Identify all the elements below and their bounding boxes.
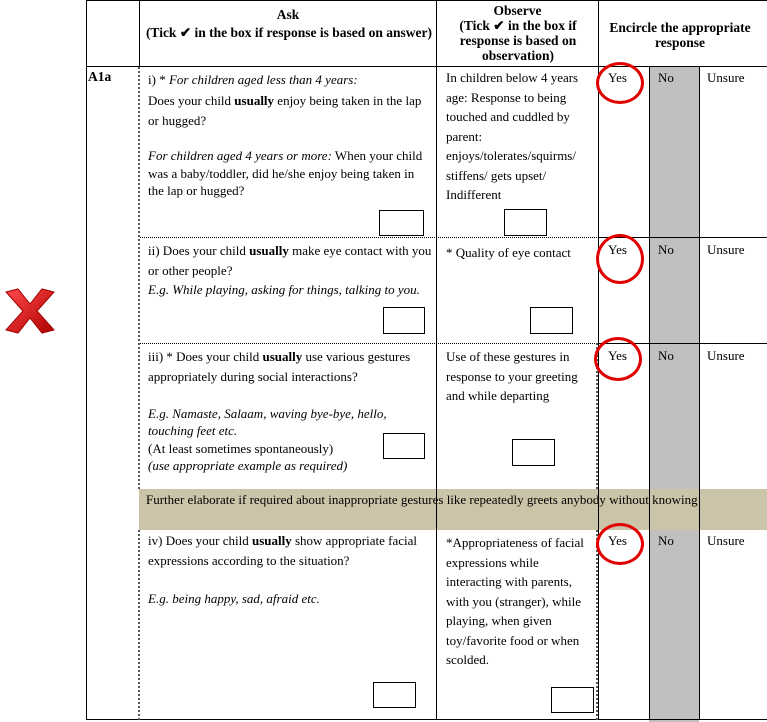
observe-iii-text: Use of these gestures in response to your greeting and while departing	[446, 349, 578, 403]
ask-tick-box-iii[interactable]	[383, 433, 425, 459]
response-unsure-i[interactable]: Unsure	[707, 70, 745, 85]
circle-yes-iii	[594, 337, 642, 381]
question-iii-text: iii) * Does your child usually use various gestures appropriately during social interactions?	[148, 349, 411, 384]
response-no-ii[interactable]: No	[658, 242, 674, 257]
observe-tick-box-ii[interactable]	[530, 307, 573, 334]
response-yes-ii[interactable]: Yes	[608, 242, 627, 257]
question-i-age-ge4: For children aged 4 years or more: When your child was a baby/toddler, did he/she enjoy being taken in the lap or hugged?	[148, 148, 423, 198]
red-x-icon	[2, 286, 58, 336]
circle-yes-i	[596, 62, 644, 104]
question-iii-spontaneous: (At least sometimes spontaneously)	[148, 441, 334, 456]
response-yes-i[interactable]: Yes	[608, 70, 627, 85]
elaboration-note: Further elaborate if required about inappropriate gestures like repeatedly greets anybody without knowing	[139, 489, 767, 530]
observe-header-title: Observe	[493, 3, 542, 18]
ask-header-instructions: (Tick ✔ in the box if response is based on answer)	[145, 25, 433, 40]
response-no-i[interactable]: No	[658, 70, 674, 85]
circle-yes-ii	[596, 234, 644, 284]
item-code: A1a	[88, 69, 112, 84]
question-ii-text: ii) Does your child usually make eye contact with you or other people?	[148, 243, 432, 278]
col-border-code-dotted	[138, 530, 140, 720]
no-column-shading-lower	[649, 530, 699, 722]
circle-yes-iv	[596, 523, 644, 565]
observe-i-text: In children below 4 years age: Response to being touched and cuddled by parent: enjoys/tolerates/squirms/ stiffens/ gets upset/ Indifferent	[446, 70, 579, 202]
response-unsure-iv[interactable]: Unsure	[707, 533, 745, 548]
observe-iv-text: *Appropriateness of facial expressions while interacting with parents, with you (stranger), while playing, when given toy/favorite food or when scolded.	[446, 535, 584, 667]
ask-header-title: Ask	[276, 7, 300, 22]
observe-tick-box-iv[interactable]	[551, 687, 594, 713]
col-border-left	[86, 0, 87, 720]
response-unsure-ii[interactable]: Unsure	[707, 242, 745, 257]
observe-tick-box-iii[interactable]	[512, 439, 555, 466]
observe-ii-text: * Quality of eye contact	[446, 245, 571, 260]
response-yes-iii[interactable]: Yes	[608, 348, 627, 363]
col-border-code-dotted	[138, 67, 140, 489]
header-bottom-border	[86, 66, 767, 67]
response-no-iii[interactable]: No	[658, 348, 674, 363]
table-bottom-border	[86, 719, 767, 720]
col-border-ask	[436, 0, 437, 720]
question-iii-note: (use appropriate example as required)	[148, 458, 348, 473]
response-no-iv[interactable]: No	[658, 533, 674, 548]
col-border-yes	[649, 67, 650, 720]
ask-tick-box-iv[interactable]	[373, 682, 416, 708]
question-iv-text: iv) Does your child usually show appropriate facial expressions according to the situation?	[148, 533, 417, 568]
question-iv-example: E.g. being happy, sad, afraid etc.	[148, 591, 320, 606]
response-yes-iv[interactable]: Yes	[608, 533, 627, 548]
response-header: Encircle the appropriate response	[609, 20, 751, 50]
col-border-observe-dotted	[596, 530, 598, 720]
question-iii-example: E.g. Namaste, Salaam, waving bye-bye, hello, touching feet etc.	[148, 406, 387, 438]
response-unsure-iii[interactable]: Unsure	[707, 348, 745, 363]
question-i-age-lt4: i) * For children aged less than 4 years:	[148, 72, 358, 87]
observe-header-instructions: (Tick ✔ in the box if response is based on observation)	[459, 18, 577, 63]
no-column-shading	[649, 67, 699, 489]
question-ii-example: E.g. While playing, asking for things, talking to you.	[148, 282, 420, 297]
table-top-border	[86, 0, 767, 1]
question-i-text: Does your child usually enjoy being taken in the lap or hugged?	[148, 93, 422, 128]
ask-tick-box-ii[interactable]	[383, 307, 425, 334]
col-border-no	[699, 67, 700, 720]
observe-tick-box-i[interactable]	[504, 209, 547, 236]
ask-tick-box-i[interactable]	[379, 210, 424, 236]
